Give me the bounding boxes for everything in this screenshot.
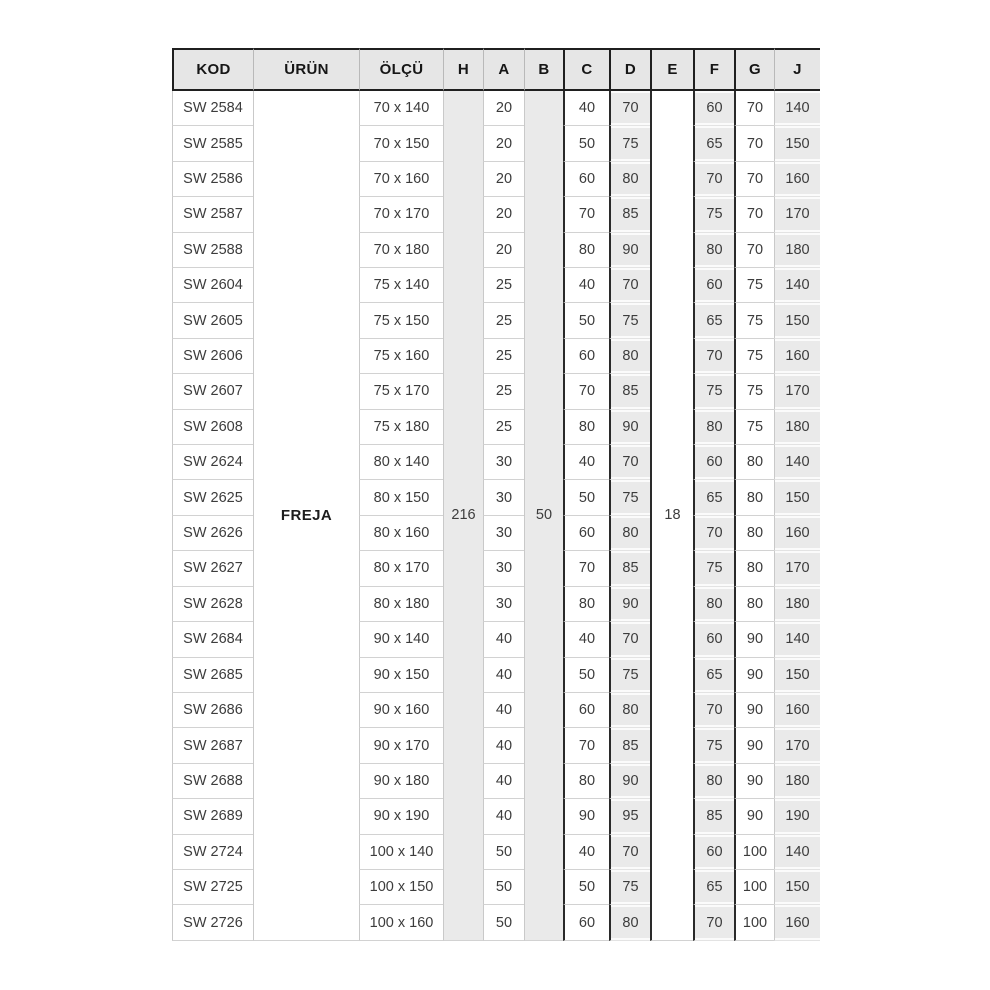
- cell-a: 40: [483, 764, 524, 799]
- col-header-g: G: [734, 48, 774, 91]
- col-header-h: H: [443, 48, 483, 91]
- cell-b-merged: 50: [524, 91, 563, 941]
- cell-olcu: 70 x 180: [359, 233, 443, 268]
- cell-kod: SW 2624: [172, 445, 253, 480]
- cell-kod: SW 2627: [172, 551, 253, 586]
- cell-a: 30: [483, 480, 524, 515]
- cell-c: 70: [563, 728, 609, 763]
- cell-j: 180: [774, 587, 820, 622]
- cell-g: 90: [734, 693, 774, 728]
- cell-g: 80: [734, 480, 774, 515]
- cell-c: 50: [563, 126, 609, 161]
- cell-c: 40: [563, 835, 609, 870]
- cell-j: 140: [774, 445, 820, 480]
- cell-g: 75: [734, 410, 774, 445]
- cell-olcu: 75 x 160: [359, 339, 443, 374]
- cell-e-merged: 18: [650, 91, 693, 941]
- cell-f: 70: [693, 516, 734, 551]
- cell-j: 170: [774, 197, 820, 232]
- cell-g: 90: [734, 728, 774, 763]
- cell-c: 40: [563, 268, 609, 303]
- cell-g: 70: [734, 197, 774, 232]
- cell-f: 65: [693, 303, 734, 338]
- cell-olcu: 75 x 150: [359, 303, 443, 338]
- cell-j: 170: [774, 374, 820, 409]
- cell-olcu: 70 x 170: [359, 197, 443, 232]
- cell-kod: SW 2626: [172, 516, 253, 551]
- cell-c: 90: [563, 799, 609, 834]
- cell-kod: SW 2689: [172, 799, 253, 834]
- cell-f: 70: [693, 162, 734, 197]
- cell-d: 90: [609, 764, 650, 799]
- cell-d: 75: [609, 126, 650, 161]
- cell-olcu: 70 x 160: [359, 162, 443, 197]
- cell-j: 150: [774, 126, 820, 161]
- cell-kod: SW 2587: [172, 197, 253, 232]
- cell-olcu: 100 x 140: [359, 835, 443, 870]
- cell-c: 70: [563, 197, 609, 232]
- cell-f: 80: [693, 587, 734, 622]
- cell-urun-merged: FREJA: [253, 91, 359, 941]
- cell-olcu: 90 x 170: [359, 728, 443, 763]
- cell-kod: SW 2628: [172, 587, 253, 622]
- cell-olcu: 75 x 140: [359, 268, 443, 303]
- cell-c: 60: [563, 516, 609, 551]
- cell-kod: SW 2588: [172, 233, 253, 268]
- cell-a: 50: [483, 905, 524, 940]
- cell-olcu: 90 x 190: [359, 799, 443, 834]
- cell-kod: SW 2607: [172, 374, 253, 409]
- col-header-b: B: [524, 48, 563, 91]
- cell-olcu: 80 x 160: [359, 516, 443, 551]
- cell-j: 160: [774, 905, 820, 940]
- cell-a: 20: [483, 233, 524, 268]
- cell-f: 80: [693, 410, 734, 445]
- cell-c: 40: [563, 622, 609, 657]
- col-header-kod: KOD: [172, 48, 253, 91]
- cell-d: 80: [609, 516, 650, 551]
- cell-j: 180: [774, 410, 820, 445]
- cell-j: 140: [774, 268, 820, 303]
- cell-j: 190: [774, 799, 820, 834]
- cell-kod: SW 2585: [172, 126, 253, 161]
- cell-d: 90: [609, 410, 650, 445]
- cell-kod: SW 2685: [172, 658, 253, 693]
- cell-c: 40: [563, 91, 609, 126]
- cell-d: 75: [609, 658, 650, 693]
- cell-a: 20: [483, 197, 524, 232]
- cell-j: 160: [774, 339, 820, 374]
- cell-olcu: 90 x 160: [359, 693, 443, 728]
- cell-c: 80: [563, 587, 609, 622]
- cell-d: 85: [609, 551, 650, 586]
- cell-olcu: 75 x 180: [359, 410, 443, 445]
- cell-kod: SW 2724: [172, 835, 253, 870]
- cell-olcu: 100 x 160: [359, 905, 443, 940]
- col-header-urun: ÜRÜN: [253, 48, 359, 91]
- cell-kod: SW 2726: [172, 905, 253, 940]
- cell-a: 40: [483, 693, 524, 728]
- cell-kod: SW 2584: [172, 91, 253, 126]
- col-header-f: F: [693, 48, 734, 91]
- col-header-a: A: [483, 48, 524, 91]
- cell-kod: SW 2687: [172, 728, 253, 763]
- cell-c: 80: [563, 764, 609, 799]
- cell-j: 150: [774, 480, 820, 515]
- cell-c: 70: [563, 374, 609, 409]
- cell-g: 90: [734, 658, 774, 693]
- cell-j: 150: [774, 870, 820, 905]
- cell-g: 80: [734, 445, 774, 480]
- cell-d: 75: [609, 480, 650, 515]
- cell-olcu: 100 x 150: [359, 870, 443, 905]
- cell-kod: SW 2625: [172, 480, 253, 515]
- cell-kod: SW 2606: [172, 339, 253, 374]
- cell-f: 65: [693, 126, 734, 161]
- cell-d: 70: [609, 91, 650, 126]
- table-header: [172, 48, 820, 91]
- product-dimensions-table: [172, 48, 820, 941]
- cell-f: 75: [693, 374, 734, 409]
- cell-g: 90: [734, 764, 774, 799]
- cell-c: 80: [563, 233, 609, 268]
- cell-h-merged: 216: [443, 91, 483, 941]
- cell-d: 80: [609, 339, 650, 374]
- cell-j: 160: [774, 516, 820, 551]
- cell-kod: SW 2684: [172, 622, 253, 657]
- cell-a: 25: [483, 303, 524, 338]
- cell-olcu: 80 x 180: [359, 587, 443, 622]
- cell-d: 85: [609, 197, 650, 232]
- cell-a: 40: [483, 658, 524, 693]
- cell-d: 90: [609, 587, 650, 622]
- cell-c: 60: [563, 693, 609, 728]
- cell-d: 80: [609, 693, 650, 728]
- cell-olcu: 80 x 140: [359, 445, 443, 480]
- cell-j: 180: [774, 233, 820, 268]
- cell-f: 60: [693, 835, 734, 870]
- cell-f: 65: [693, 870, 734, 905]
- cell-g: 90: [734, 799, 774, 834]
- col-header-e: E: [650, 48, 693, 91]
- cell-a: 30: [483, 587, 524, 622]
- cell-a: 25: [483, 339, 524, 374]
- cell-a: 40: [483, 728, 524, 763]
- table-row: [172, 91, 820, 126]
- cell-g: 80: [734, 587, 774, 622]
- cell-g: 90: [734, 622, 774, 657]
- cell-olcu: 75 x 170: [359, 374, 443, 409]
- cell-d: 75: [609, 303, 650, 338]
- cell-d: 80: [609, 905, 650, 940]
- cell-c: 60: [563, 162, 609, 197]
- cell-d: 75: [609, 870, 650, 905]
- cell-f: 65: [693, 658, 734, 693]
- cell-d: 70: [609, 268, 650, 303]
- cell-kod: SW 2725: [172, 870, 253, 905]
- cell-f: 80: [693, 233, 734, 268]
- cell-kod: SW 2608: [172, 410, 253, 445]
- col-header-d: D: [609, 48, 650, 91]
- cell-kod: SW 2604: [172, 268, 253, 303]
- cell-j: 180: [774, 764, 820, 799]
- cell-g: 100: [734, 870, 774, 905]
- cell-c: 50: [563, 870, 609, 905]
- cell-g: 80: [734, 551, 774, 586]
- cell-g: 75: [734, 268, 774, 303]
- cell-d: 85: [609, 374, 650, 409]
- cell-j: 140: [774, 622, 820, 657]
- cell-g: 70: [734, 233, 774, 268]
- cell-g: 100: [734, 905, 774, 940]
- cell-g: 100: [734, 835, 774, 870]
- cell-d: 70: [609, 445, 650, 480]
- cell-f: 70: [693, 339, 734, 374]
- cell-g: 75: [734, 303, 774, 338]
- cell-g: 70: [734, 126, 774, 161]
- spec-table-container: [172, 48, 820, 941]
- cell-a: 50: [483, 870, 524, 905]
- cell-j: 150: [774, 303, 820, 338]
- cell-a: 25: [483, 374, 524, 409]
- header-row: [172, 48, 820, 91]
- cell-g: 70: [734, 162, 774, 197]
- cell-f: 60: [693, 268, 734, 303]
- cell-olcu: 70 x 150: [359, 126, 443, 161]
- cell-a: 30: [483, 551, 524, 586]
- cell-f: 75: [693, 551, 734, 586]
- cell-f: 80: [693, 764, 734, 799]
- cell-j: 170: [774, 551, 820, 586]
- cell-d: 70: [609, 622, 650, 657]
- cell-d: 70: [609, 835, 650, 870]
- table-body: [172, 91, 820, 941]
- cell-j: 140: [774, 91, 820, 126]
- cell-a: 30: [483, 516, 524, 551]
- col-header-olcu: ÖLÇÜ: [359, 48, 443, 91]
- cell-g: 75: [734, 374, 774, 409]
- cell-a: 25: [483, 410, 524, 445]
- cell-a: 20: [483, 126, 524, 161]
- cell-olcu: 80 x 170: [359, 551, 443, 586]
- cell-c: 70: [563, 551, 609, 586]
- cell-j: 160: [774, 693, 820, 728]
- cell-j: 140: [774, 835, 820, 870]
- cell-j: 150: [774, 658, 820, 693]
- cell-f: 70: [693, 693, 734, 728]
- cell-d: 85: [609, 728, 650, 763]
- cell-c: 40: [563, 445, 609, 480]
- cell-j: 170: [774, 728, 820, 763]
- cell-f: 60: [693, 622, 734, 657]
- cell-f: 75: [693, 728, 734, 763]
- cell-g: 75: [734, 339, 774, 374]
- cell-kod: SW 2605: [172, 303, 253, 338]
- cell-olcu: 90 x 150: [359, 658, 443, 693]
- cell-c: 50: [563, 658, 609, 693]
- cell-c: 80: [563, 410, 609, 445]
- cell-g: 80: [734, 516, 774, 551]
- cell-d: 90: [609, 233, 650, 268]
- cell-a: 25: [483, 268, 524, 303]
- col-header-j: J: [774, 48, 820, 91]
- cell-d: 95: [609, 799, 650, 834]
- cell-g: 70: [734, 91, 774, 126]
- cell-a: 40: [483, 799, 524, 834]
- cell-c: 50: [563, 480, 609, 515]
- cell-kod: SW 2688: [172, 764, 253, 799]
- cell-olcu: 80 x 150: [359, 480, 443, 515]
- cell-f: 60: [693, 445, 734, 480]
- cell-a: 20: [483, 91, 524, 126]
- cell-a: 20: [483, 162, 524, 197]
- cell-a: 40: [483, 622, 524, 657]
- cell-f: 65: [693, 480, 734, 515]
- cell-kod: SW 2586: [172, 162, 253, 197]
- cell-c: 50: [563, 303, 609, 338]
- cell-f: 85: [693, 799, 734, 834]
- cell-f: 60: [693, 91, 734, 126]
- cell-olcu: 90 x 140: [359, 622, 443, 657]
- cell-olcu: 90 x 180: [359, 764, 443, 799]
- cell-f: 70: [693, 905, 734, 940]
- cell-olcu: 70 x 140: [359, 91, 443, 126]
- cell-a: 50: [483, 835, 524, 870]
- col-header-c: C: [563, 48, 609, 91]
- cell-a: 30: [483, 445, 524, 480]
- cell-kod: SW 2686: [172, 693, 253, 728]
- cell-d: 80: [609, 162, 650, 197]
- cell-j: 160: [774, 162, 820, 197]
- cell-c: 60: [563, 339, 609, 374]
- cell-c: 60: [563, 905, 609, 940]
- cell-f: 75: [693, 197, 734, 232]
